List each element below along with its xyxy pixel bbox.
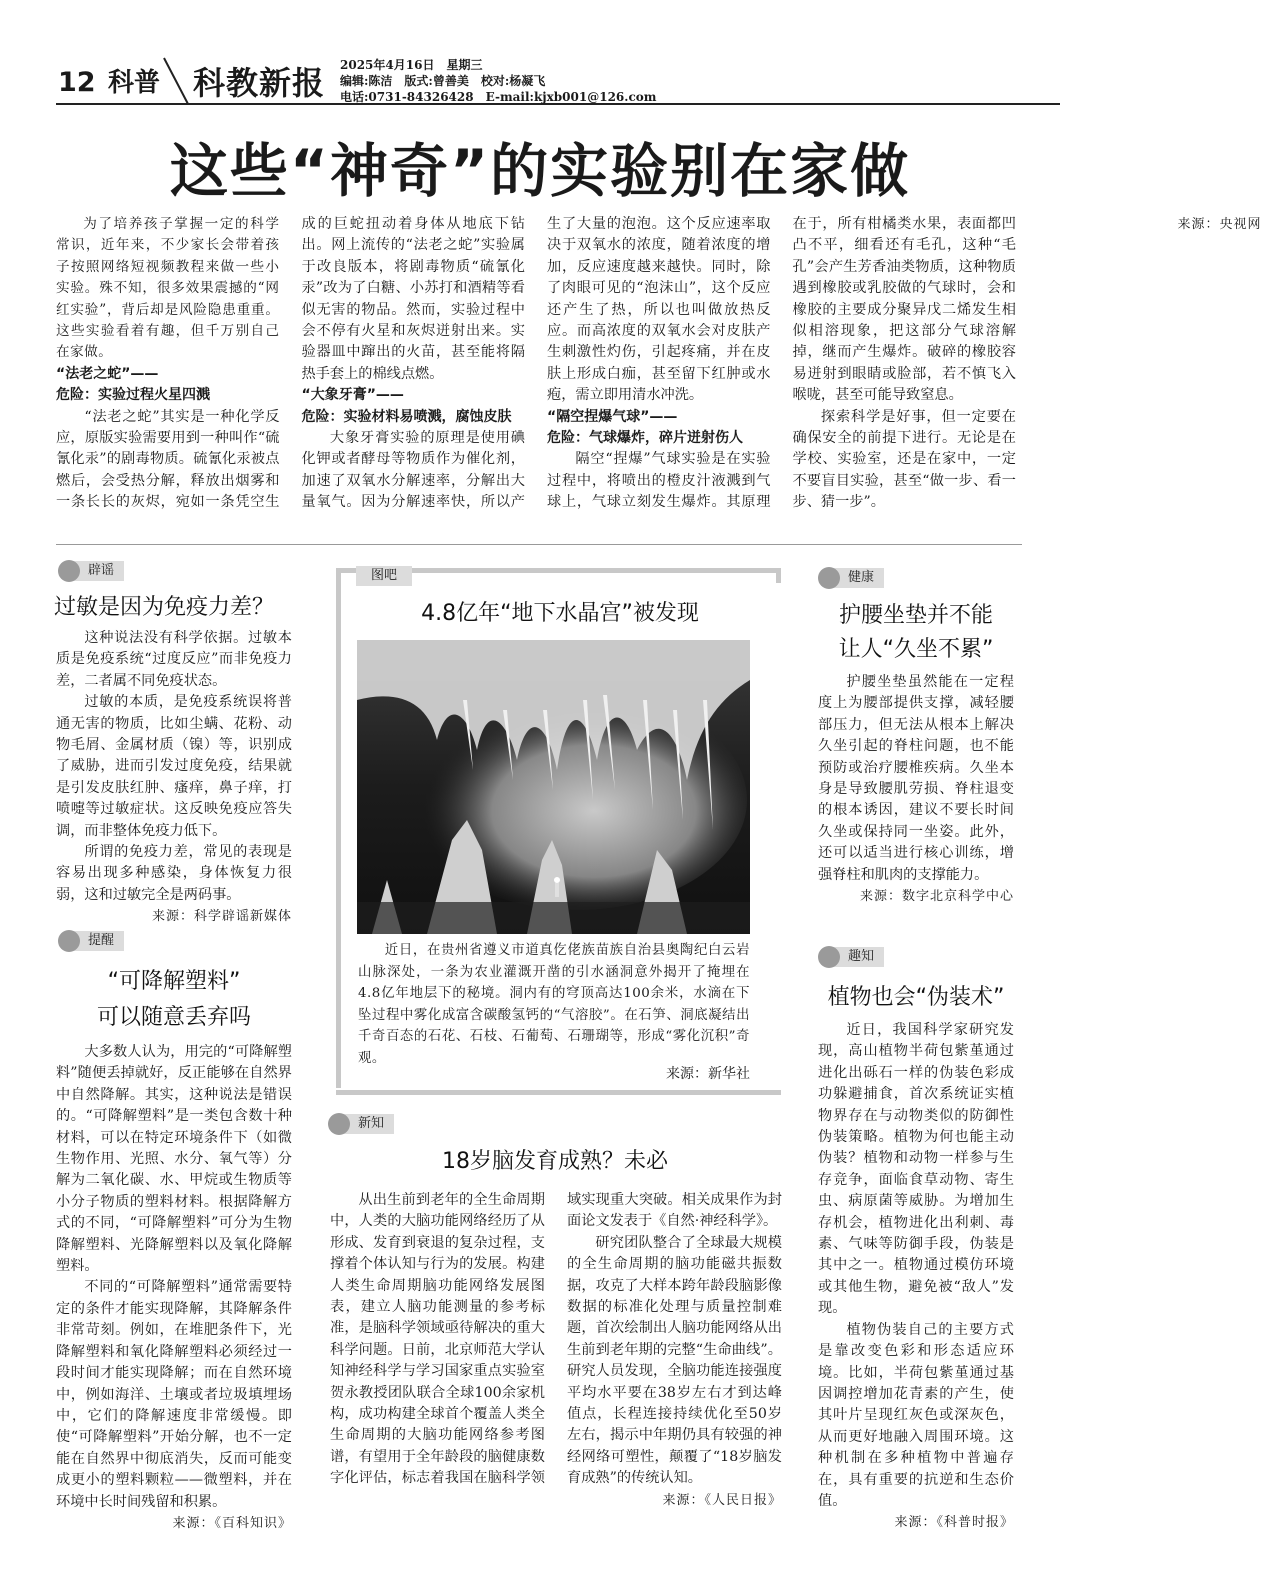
health-title-line-2: 让人“久坐不累” [838,637,994,662]
lead-danger-1: 危险：实验过程火星四溅 [56,387,210,404]
rumor-article [56,628,292,928]
section-divider [56,544,1022,545]
fun-paragraph: 植物伪装自己的主要方式是靠改变色彩和形态适应环境。比如，半荷包紫堇通过基因调控增加花青素的产生，使其叶片呈现红灰色或深灰色，从而更好地融入周围环境。这种机制在多种植物中普遍存在，具有重要的抗逆和生态价值。 [818,1321,1014,1509]
section-name: 科普 [108,68,161,98]
lead-source: 来源：央视网 [1177,217,1262,232]
new-knowledge-source: 来源：《人民日报》 [662,1492,782,1508]
reminder-paragraph: 不同的“可降解塑料”通常需要特定的条件才能实现降解，其降解条件非常苛刻。例如，在堆肥条件下，光降解塑料和氧化降解塑料必须经过一段时间才能实现降解；而在自然环境中，例如海洋、土壤或者垃圾填埋场中，它们的降解速度非常缓慢。即使“可降解塑料”开始分解，也不一定能在自然界中彻底消失，反而可能变成更小的塑料颗粒——微塑料，并在环境中长时间残留和积累。 [56,1279,292,1510]
fun-article [818,1020,1014,1534]
fun-title: 植物也会“伪装术” [827,985,1005,1010]
rumor-paragraph: 所谓的免疫力差，常见的表现是容易出现多种感染，身体恢复力很弱，这和过敏完全是两码事。 [56,844,292,903]
tag-dot-icon [328,1113,350,1135]
lead-intro: 为了培养孩子掌握一定的科学常识，近年来，不少家长会带着孩子按照网络短视频教程来做一些小实验。殊不知，很多效果震撼的“网红实验”，背后却是风险隐患重重。这些实验看着有趣，但千万别自己在家做。 [56,216,280,361]
tag-dot-icon [58,930,80,952]
reminder-paragraph: 大多数人认为，用完的“可降解塑料”随便丢掉就好，反正能够在自然界中自然降解。其实，这种说法是错误的。“可降解塑料”是一类包含数十种材料，可以在特定环境条件下（如微生物作用、光照、水分、氧气等）分解为二氧化碳、水、甲烷或生物质等小分子物质的塑料材料。根据降解方式的不同，“可降解塑料”可分为生物降解塑料、光降解塑料以及氧化降解塑料。 [56,1044,292,1275]
page-header [0,0,1080,110]
reminder-title-line-2: 可以随意丢弃吗 [96,1005,251,1030]
lead-danger-2: 危险：实验材料易喷溅，腐蚀皮肤 [301,408,512,425]
lead-headline: 这些“神奇”的实验别在家做 [169,137,911,205]
cave-photo [357,640,750,934]
health-title-line-1: 护腰坐垫并不能 [838,603,993,628]
rumor-paragraph: 这种说法没有科学依据。过敏本质是免疫系统“过度反应”而非免疫力差，二者属不同免疫状态。 [56,630,292,689]
health-article [818,672,1014,907]
reminder-article [56,1042,292,1534]
rumor-source: 来源：科学辟谣新媒体 [151,909,292,925]
lead-body-1: “法老之蛇”其实是一种化学反应，原版实验需要用到一种叫作“硫氰化汞”的剧毒物质。硫氰化汞被点燃后，会受热分解，释放出烟雾和一条长长的灰烬，宛如一条凭空生成的巨蛇扭动着身体从地底下钻出。网上流传的“法老之蛇”实验属于改良版本，将剧毒物质“硫氰化汞”改为了白糖、小苏打和酒精等看似无害的物品。然而，实验过程中会不停有火星和灰烬迸射出来。实验器皿中蹿出的火苗，甚至能将隔热手套上的棉线点燃。 [56,216,525,511]
photo-frame-side [336,568,341,1088]
page-number: 12 [58,67,96,98]
tag-dot-icon [818,946,840,968]
photo-frame-bottom [336,1090,781,1095]
lead-closing: 探索科学是好事，但一定要在确保安全的前提下进行。无论是在学校、实验室，还是在家中，一定不要盲目实验，甚至“做一步、看一步、猜一步”。 [792,408,1016,511]
new-knowledge-paragraph: 从出生前到老年的全生命周期中，人类的大脑功能网络经历了从形成、发育到衰退的复杂过程，支撑着个体认知与行为的发展。构建人类生命周期脑功能网络发展图表，建立人脑功能测量的参考标准，是脑科学领域亟待解决的重大科学问题。日前，北京师范大学认知神经科学与学习国家重点实验室贺永教授团队联合全球100余家机构，成功构建全球首个覆盖人类全生命周期的大脑功能网络参考图谱，有望用于全年龄段的脑健康数字化评估，标志着我国在脑科学领域实现重大突破。相关成果作为封面论文发表于《自然·神经科学》。 [330,1192,782,1487]
new-knowledge-paragraph: 研究团队整合了全球最大规模的全生命周期的脑功能磁共振数据，攻克了大样本跨年龄段脑影像数据的标准化处理与质量控制难题，首次绘制出人脑功能网络从出生前到老年期的完整“生命曲线”。研究人员发现，全脑功能连接强度平均水平要在38岁左右才到达峰值点，长程连接持续优化至50岁左右，揭示中年期仍具有较强的神经网络可塑性，颠覆了“18岁脑发育成熟”的传统认知。 [567,1234,782,1487]
reminder-title-line-1: “可降解塑料” [107,969,241,994]
rumor-title: 过敏是因为免疫力差？ [54,595,275,620]
paper-name: 科教新报 [193,64,326,102]
rumor-paragraph: 过敏的本质，是免疫系统误将普通无害的物质，比如尘螨、花粉、动物毛屑、金属材质（镍）等，识别成了威胁，进而引发过度免疫，结果就是引发皮肤红肿、瘙痒，鼻子痒，打喷嚏等过敏症状。这反映免疫应答失调，而非整体免疫力低下。 [56,694,292,839]
fun-paragraph: 近日，我国科学家研究发现，高山植物半荷包紫堇通过进化出砾石一样的伪装色彩成功躲避捕食，首次系统证实植物界存在与动物类似的防御性伪装策略。植物为何也能主动伪装？植物和动物一样参与生存竞争，面临食草动物、寄生虫、病原菌等威胁。为增加生存机会，植物进化出利刺、毒素、气味等防御手段，伪装是其中之一。植物通过模仿环境或其他生物，避免被“敌人”发现。 [818,1022,1014,1317]
photo-tag: 图吧 [356,566,412,586]
photo-source: 来源：新华社 [666,1066,750,1082]
lead-article [56,214,1262,534]
tag-dot-icon [58,560,80,582]
editors-line: 编辑:陈洁 版式:曾善美 校对:杨凝飞 [340,74,546,88]
reminder-source: 来源：《百科知识》 [172,1515,292,1531]
health-source: 来源：数字北京科学中心 [859,889,1014,905]
fun-source: 来源：《科普时报》 [894,1515,1014,1531]
health-paragraph: 护腰坐垫虽然能在一定程度上为腰部提供支撑，减轻腰部压力，但无法从根本上解决久坐引起的脊柱问题，也不能预防或治疗腰椎疾病。久坐本身是导致腰肌劳损、脊柱退变的根本诱因，建议不要长时间久坐或保持同一坐姿。此外，还可以适当进行核心训练，增强脊柱和肌肉的支撑能力。 [818,674,1014,883]
lead-sub-title-3: “隔空捏爆气球”—— [547,408,678,425]
tag-dot-icon [818,567,840,589]
new-knowledge-article [330,1190,782,1530]
photo-caption: 近日，在贵州省遵义市道真仡佬族苗族自治县奥陶纪白云岩山脉深处，一条为农业灌溉开凿的引水涵洞意外揭开了掩埋在4.8亿年地层下的秘境。洞内有的穹顶高达100余米，水滴在下坠过程中雾化成富含碳酸氢钙的“气溶胶”。在石笋、洞底凝结出千奇百态的石花、石枝、石葡萄、石珊瑚等，形成“雾化沉积”奇观。 [358,943,750,1066]
lead-sub-title-2: “大象牙膏”—— [301,387,404,404]
lead-body-3: 隔空“捏爆”气球实验是在实验过程中，将喷出的橙皮汁液溅到气球上，气球立刻发生爆炸。其原理在于，所有柑橘类水果，表面都凹凸不平，细看还有毛孔，这种“毛孔”会产生芳香油类物质，这种物质遇到橡胶或乳胶做的气球时，会和橡胶的主要成分聚异戊二烯发生相似相溶现象，把这部分气球溶解掉，继而产生爆炸。破碎的橡胶容易迸射到眼睛或脸部，若不慎飞入喉咙，甚至可能导致窒息。 [547,216,1016,511]
lead-danger-3: 危险：气球爆炸，碎片迸射伤人 [547,430,743,447]
new-knowledge-title: 18岁脑发育成熟？未必 [442,1149,668,1174]
date-line: 2025年4月16日 星期三 [340,58,483,72]
contact-line: 电话:0731-84326428 E-mail:kjxb001@126.com [340,90,657,104]
lead-sub-title-1: “法老之蛇”—— [56,365,159,382]
lead-body-2: 大象牙膏实验的原理是使用碘化钾或者酵母等物质作为催化剂，加速了双氧水分解速率，分解出大量氧气。因为分解速率快，所以产生了大量的泡泡。这个反应速率取决于双氧水的浓度，随着浓度的增加，反应速度越来越快。同时，除了肉眼可见的“泡沫山”，这个反应还产生了热，所以也叫做放热反应。而高浓度的双氧水会对皮肤产生刺激性灼伤，引起疼痛，并在皮肤上形成白痂，甚至留下红肿或水疱，需立即用清水冲洗。 [301,216,771,511]
photo-title: 4.8亿年“地下水晶宫”被发现 [421,601,699,626]
